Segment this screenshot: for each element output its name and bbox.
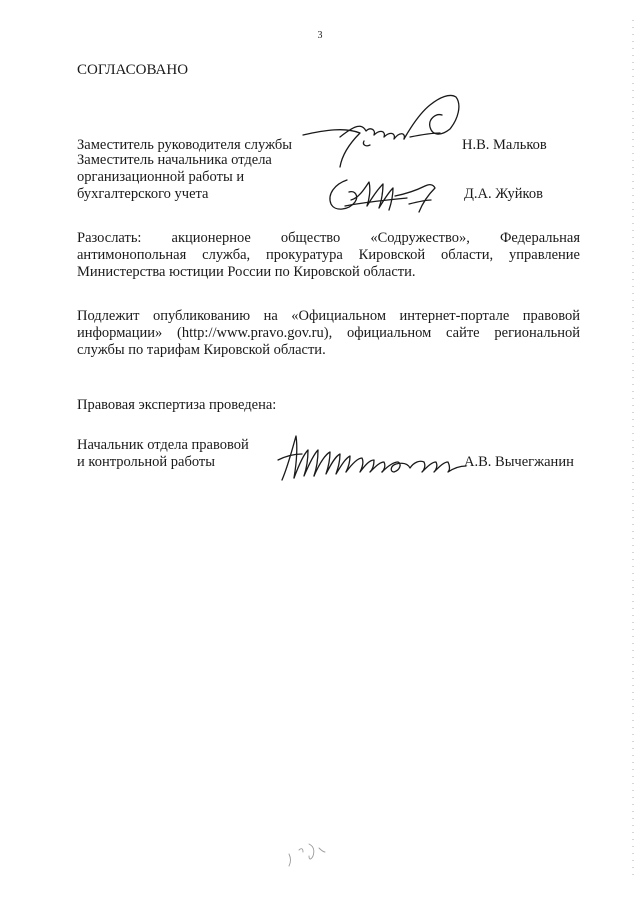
signature-malkov: [300, 75, 465, 170]
signatory-1-name: Н.В. Мальков: [462, 137, 547, 153]
scan-artifact-mark: [285, 840, 330, 870]
signatory-2-position-line-3: бухгалтерского учета: [77, 186, 209, 202]
signatory-2-position-line-1: Заместитель начальника отдела: [77, 152, 272, 168]
signatory-1-position: Заместитель руководителя службы: [77, 137, 293, 153]
approval-heading: СОГЛАСОВАНО: [77, 62, 189, 78]
signatory-2-name: Д.А. Жуйков: [464, 186, 543, 202]
legal-review-name: А.В. Вычегжанин: [464, 454, 574, 470]
distribution-paragraph: Разослать: акционерное общество «Содружество», Федеральная антимонопольная служба, прокуратура Кировской области, управление Министерства юстиции России по Кировской области.: [77, 230, 580, 280]
legal-review-position-line-1: Начальник отдела правовой: [77, 437, 249, 453]
page-number: 3: [317, 30, 323, 41]
scan-edge-marks: [630, 20, 636, 880]
legal-review-statement: Правовая экспертиза проведена:: [77, 397, 277, 413]
publication-paragraph: Подлежит опубликованию на «Официальном интернет-портале правовой информации» (http://www.pravo.gov.ru), официальном сайте региональной службы по тарифам Кировской области.: [77, 308, 580, 358]
legal-review-position-line-2: и контрольной работы: [77, 454, 215, 470]
signature-vychegzhanin: [274, 432, 469, 484]
signatory-2-position-line-2: организационной работы и: [77, 169, 245, 185]
signature-zhuikov: [325, 176, 450, 216]
